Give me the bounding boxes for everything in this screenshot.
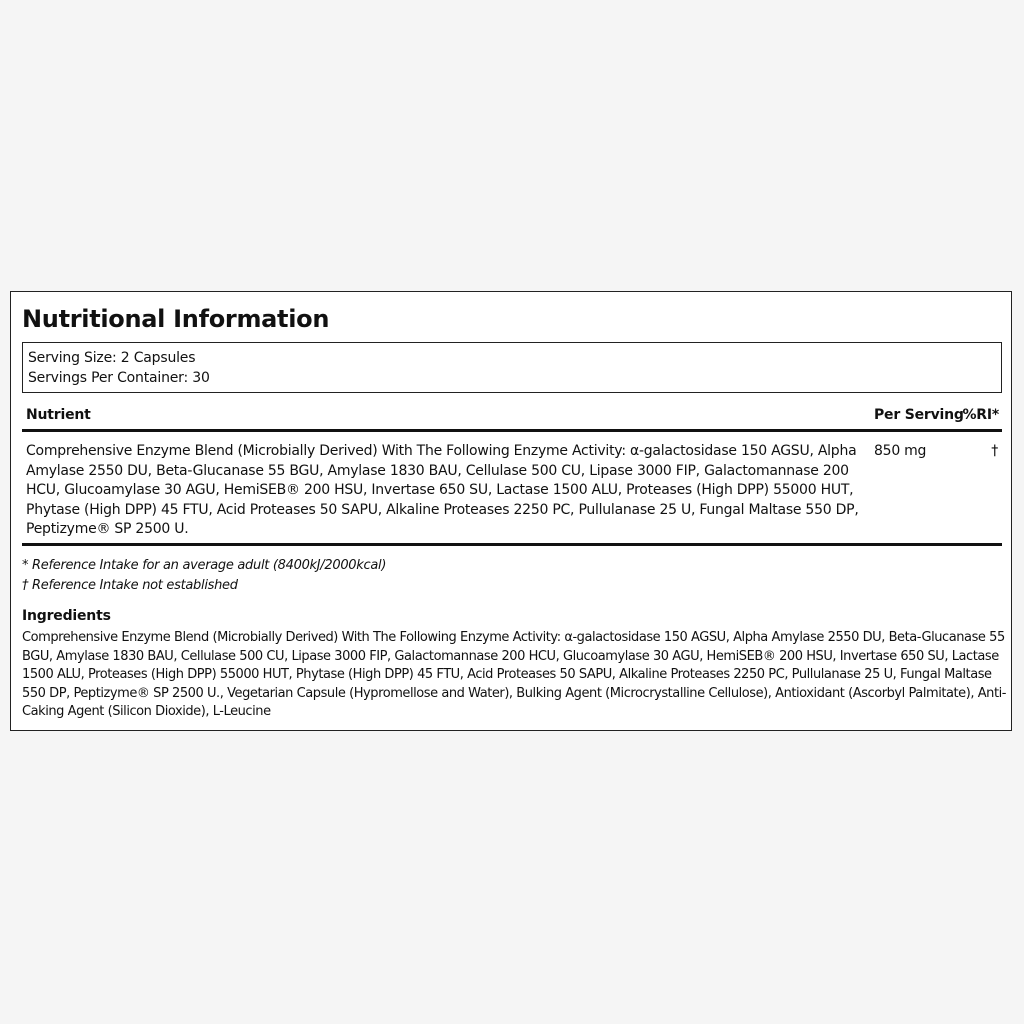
footnote-not-established: † Reference Intake not established — [22, 577, 238, 593]
table-row — [22, 432, 1002, 546]
nutrient-table — [22, 403, 1002, 546]
table-header — [22, 403, 1002, 432]
footnotes — [22, 556, 386, 595]
ingredients-text: Comprehensive Enzyme Blend (Microbially Derived) With The Following Enzyme Activity: α-galactosidase 150 AGSU, Alpha Amylase 2550 DU, Beta-Glucanase 55 BGU, Amylase 1830 BAU, Cellulase 500 CU, Lipase 3000 FIP, Galactomannase 200 HCU, Glucoamylase 30 AGU, HemiSEB® 200 HSU, Invertase 650 SU, Lactase 1500 ALU, Proteases (High DPP) 55000 HUT, Phytase (High DPP) 45 FTU, Acid Proteases 50 SAPU, Alkaline Proteases 2250 PC, Pullulanase 25 U, Fungal Maltase 550 DP, Peptizyme® SP 2500 U., Vegetarian Capsule (Hypromellose and Water), Bulking Agent (Microcrystalline Cellulose), Antioxidant (Ascorbyl Palmitate), Anti-Caking Agent (Silicon Dioxide), L-Leucine — [22, 630, 1006, 720]
serving-size: Serving Size: 2 Capsules — [28, 350, 196, 366]
serving-info-box — [22, 342, 1002, 393]
servings-per-container: Servings Per Container: 30 — [28, 369, 210, 386]
row-nutrient: Comprehensive Enzyme Blend (Microbially Derived) With The Following Enzyme Activity: α-galactosidase 150 AGSU, Alpha Amylase 2550 DU, Beta-Glucanase 55 BGU, Amylase 1830 BAU, Cellulase 500 CU, Lipase 3000 FIP, Galactomannase 200 HCU, Glucoamylase 30 AGU, HemiSEB® 200 HSU, Invertase 650 SU, Lactase 1500 ALU, Proteases (High DPP) 55000 HUT, Phytase (High DPP) 45 FTU, Acid Proteases 50 SAPU, Alkaline Proteases 2250 PC, Pullulanase 25 U, Fungal Maltase 550 DP, Peptizyme® SP 2500 U. — [26, 443, 859, 538]
panel-title: Nutritional Information — [22, 305, 330, 333]
header-ri: %RI* — [962, 407, 999, 423]
nutrition-panel — [10, 291, 1012, 731]
footnote-reference-intake: * Reference Intake for an average adult (8400kJ/2000kcal) — [22, 558, 387, 573]
header-nutrient: Nutrient — [26, 407, 91, 423]
row-ri: † — [991, 443, 998, 459]
header-per-serving: Per Serving — [874, 407, 964, 423]
ingredients-heading: Ingredients — [22, 608, 111, 624]
row-per-serving: 850 mg — [874, 443, 927, 459]
